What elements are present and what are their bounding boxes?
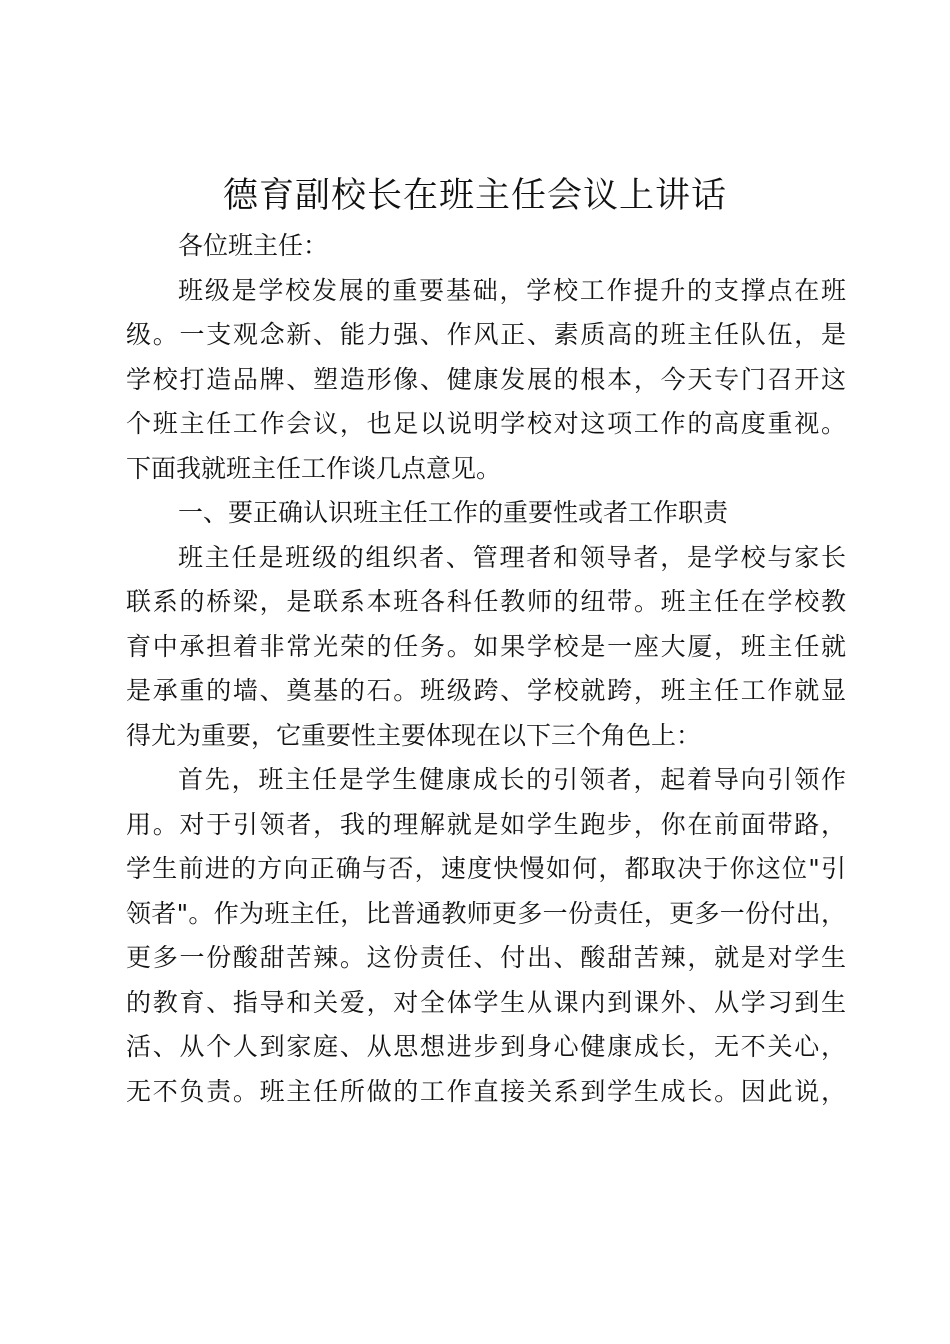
text-line: 无不负责。班主任所做的工作直接关系到学生成长。因此说， [126, 1076, 846, 1106]
text-line: 育中承担着非常光荣的任务。如果学校是一座大厦，班主任就 [126, 631, 846, 661]
text-line: 得尤为重要，它重要性主要体现在以下三个角色上： [126, 720, 702, 750]
text-line: 各位班主任： [178, 231, 329, 260]
text-line: 班主任是班级的组织者、管理者和领导者，是学校与家长 [178, 542, 846, 572]
text-line: 的教育、指导和关爱，对全体学生从课内到课外、从学习到生 [126, 987, 846, 1017]
text-line: 班级是学校发展的重要基础，学校工作提升的支撑点在班 [178, 275, 846, 305]
text-line: 联系的桥梁，是联系本班各科任教师的纽带。班主任在学校教 [126, 587, 846, 616]
text-line: 首先，班主任是学生健康成长的引领者，起着导向引领作 [178, 765, 846, 794]
text-line: 学生前进的方向正确与否，速度快慢如何，都取决于你这位"引 [126, 854, 846, 883]
text-line: 活、从个人到家庭、从思想进步到身心健康成长，无不关心， [126, 1032, 846, 1061]
text-line: 更多一份酸甜苦辣。这份责任、付出、酸甜苦辣，就是对学生 [126, 943, 846, 972]
text-line: 是承重的墙、奠基的石。班级跨、学校就跨，班主任工作就显 [126, 676, 846, 705]
text-line: 学校打造品牌、塑造形像、健康发展的根本，今天专门召开这 [126, 364, 846, 394]
text-line: 领者"。作为班主任，比普通教师更多一份责任，更多一份付出， [126, 898, 846, 928]
text-line: 下面我就班主任工作谈几点意见。 [126, 453, 502, 483]
text-line: 用。对于引领者，我的理解就是如学生跑步，你在前面带路， [126, 809, 846, 839]
text-line: 个班主任工作会议，也足以说明学校对这项工作的高度重视。 [126, 409, 846, 438]
text-line: 一、要正确认识班主任工作的重要性或者工作职责 [178, 498, 729, 527]
document-body [126, 224, 846, 1114]
text-line: 级。一支观念新、能力强、作风正、素质高的班主任队伍，是 [126, 320, 846, 349]
document-title: 德育副校长在班主任会议上讲话 [222, 176, 727, 216]
